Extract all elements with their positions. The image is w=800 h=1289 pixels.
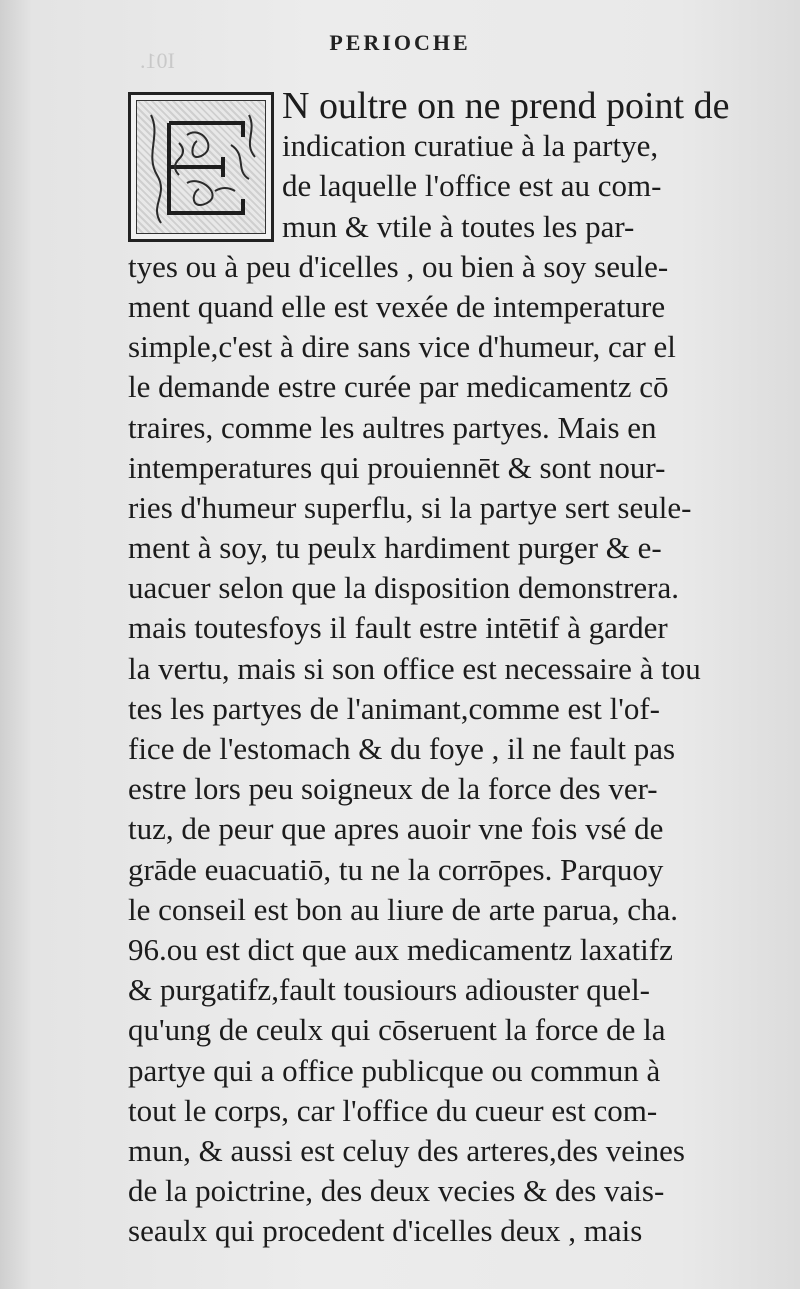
text-line: de la poictrine, des deux vecies & des vais-	[128, 1173, 665, 1209]
text-line: uacuer selon que la disposition demonstrera.	[128, 570, 679, 606]
body-text	[128, 86, 768, 1251]
text-line: seaulx qui procedent d'icelles deux , mais	[128, 1213, 643, 1249]
text-line: tyes ou à peu d'icelles , ou bien à soy seule-	[128, 248, 669, 284]
text-line: le conseil est bon au liure de arte parua, cha.	[128, 891, 679, 927]
text-line-content: N oultre on ne prend point de	[282, 85, 730, 127]
text-line: estre lors peu soigneux de la force des ver-	[128, 771, 658, 807]
text-line: partye qui a office publicque ou commun à	[128, 1052, 661, 1088]
text-line: mun, & aussi est celuy des arteres,des veines	[128, 1132, 685, 1168]
text-line: ment à soy, tu peulx hardiment purger & e-	[128, 530, 662, 566]
running-head: PERIOCHE	[329, 30, 471, 55]
text-line: fice de l'estomach & du foye , il ne fault pas	[128, 731, 676, 766]
text-line: la vertu, mais si son office est necessaire à tou	[128, 650, 701, 686]
text-line: & purgatifz,fault tousiours adiouster quel-	[128, 972, 651, 1008]
text-line: mun & vtile à toutes les par-	[282, 208, 635, 244]
text-line: tes les partyes de l'animant,comme est l'of-	[128, 690, 660, 726]
text-line: ment quand elle est vexée de intemperature	[128, 288, 666, 324]
text-line: traires, comme les aultres partyes. Mais en	[128, 409, 657, 445]
text-line: ries d'humeur superflu, si la partye sert seule-	[128, 489, 692, 525]
text-line: simple,c'est à dire sans vice d'humeur, car el	[128, 329, 676, 365]
text-line: indication curatiue à la partye,	[282, 128, 659, 164]
text-line	[128, 86, 768, 126]
text-line: qu'ung de ceulx qui cōseruent la force de la	[128, 1012, 666, 1048]
text-line: 96.ou est dict que aux medicamentz laxatifz	[128, 931, 673, 967]
text-line: mais toutesfoys il fault estre intētif à garder	[128, 610, 668, 646]
bleed-through-page-number: Ι01.	[140, 48, 175, 73]
text-line: le demande estre curée par medicamentz cō	[128, 369, 669, 405]
text-line: grāde euacuatiō, tu ne la corrōpes. Parquoy	[128, 851, 664, 887]
text-line: de laquelle l'office est au com-	[282, 168, 662, 204]
text-line: intemperatures qui prouiennēt & sont nour-	[128, 449, 666, 485]
text-line: tuz, de peur que apres auoir vne fois vsé de	[128, 811, 664, 847]
text-line: tout le corps, car l'office du cueur est com-	[128, 1092, 658, 1128]
